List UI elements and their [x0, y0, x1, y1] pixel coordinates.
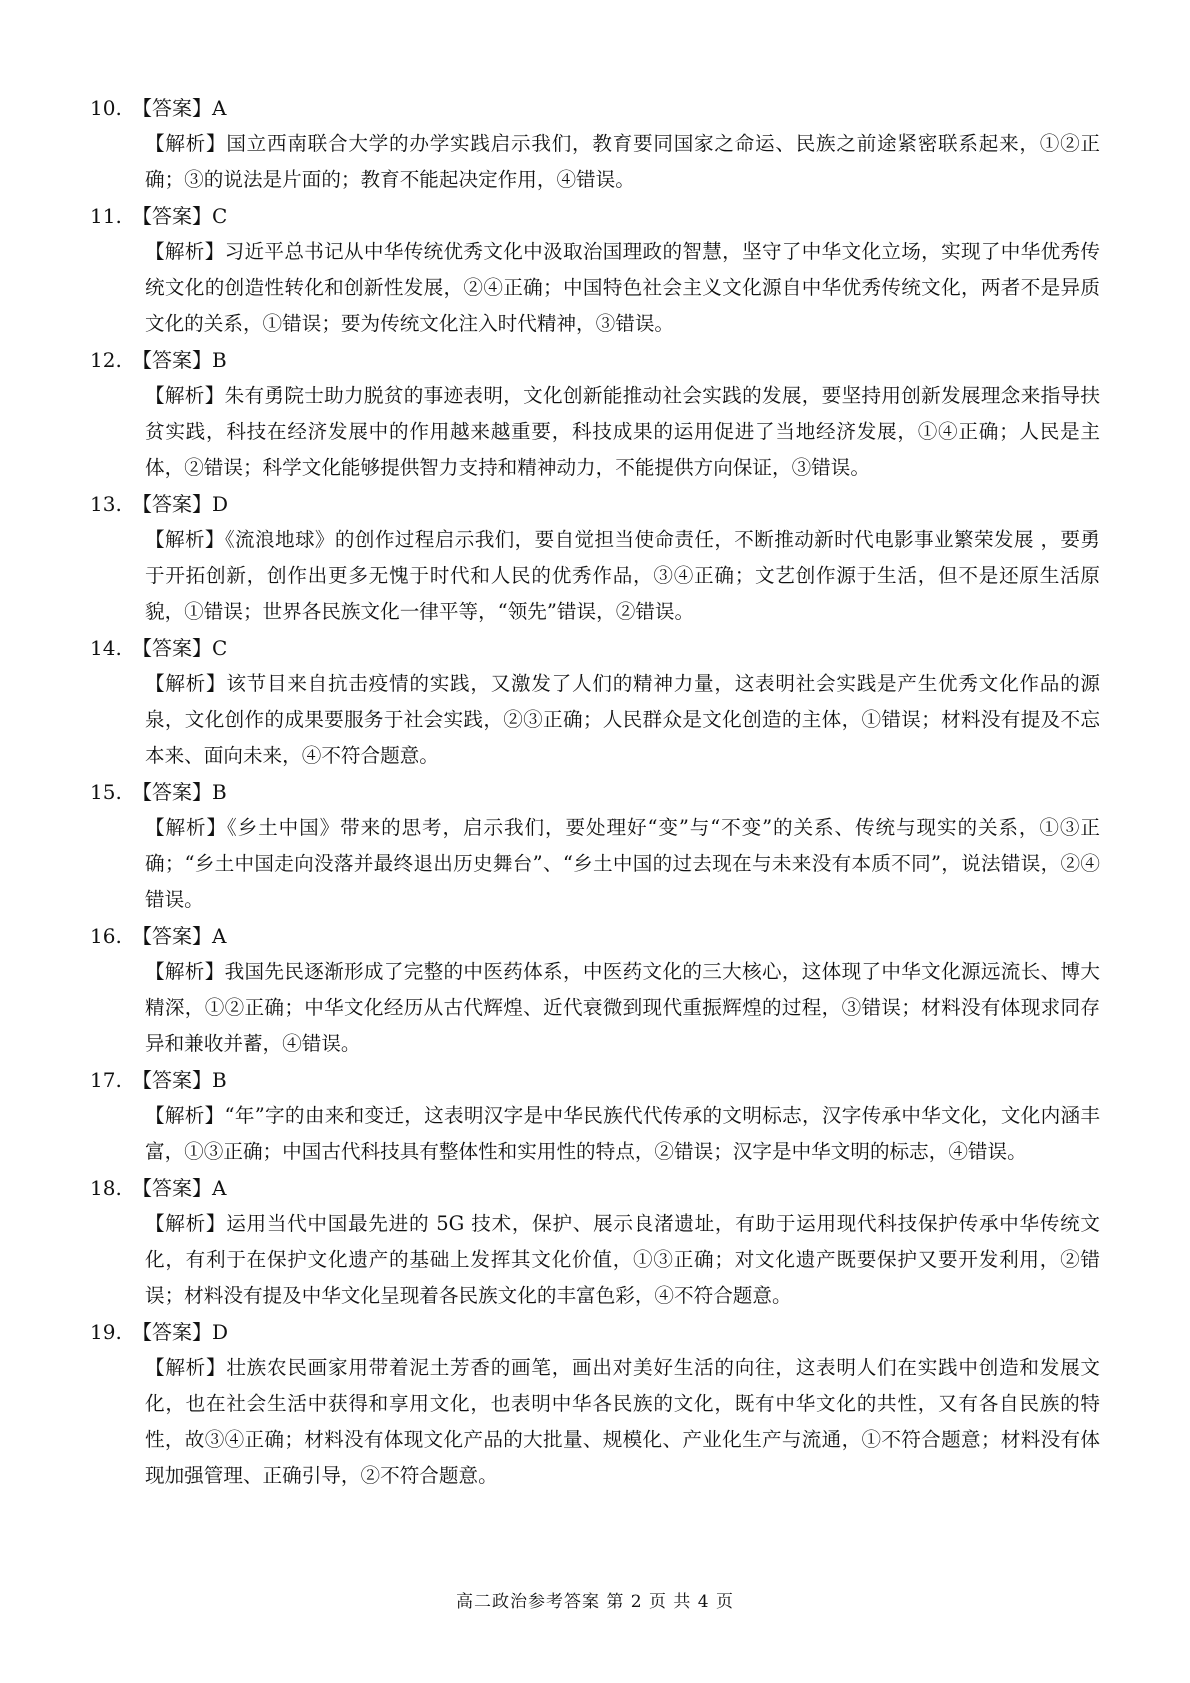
question-number: 13.: [90, 492, 122, 516]
answer-line: [90, 630, 1100, 666]
question-number: 10.: [90, 96, 122, 120]
answer-key: 【答案】D: [132, 1320, 229, 1344]
explanation-text: 【解析】我国先民逐渐形成了完整的中医药体系，中医药文化的三大核心，这体现了中华文化源远流长、博大精深，①②正确；中华文化经历从古代辉煌、近代衰微到现代重振辉煌的过程，③错误；材料没有体现求同存异和兼收并蓄，④错误。: [145, 960, 1100, 1055]
page-footer: 高二政治参考答案 第 2 页 共 4 页: [455, 1592, 735, 1612]
answer-line: [90, 342, 1100, 378]
answer-line: [90, 1170, 1100, 1206]
answer-item: [90, 918, 1100, 1062]
answer-line: [90, 1314, 1100, 1350]
answer-item: [90, 1314, 1100, 1494]
answer-key: 【答案】B: [132, 348, 227, 372]
question-number: 17.: [90, 1068, 122, 1092]
answer-item: [90, 774, 1100, 918]
answer-key: 【答案】A: [132, 96, 227, 120]
answer-item: [90, 630, 1100, 774]
question-number: 11.: [90, 204, 122, 228]
explanation-text: 【解析】国立西南联合大学的办学实践启示我们，教育要同国家之命运、民族之前途紧密联系起来，①②正确；③的说法是片面的；教育不能起决定作用，④错误。: [145, 132, 1100, 191]
explanation-text: 【解析】《乡土中国》带来的思考，启示我们，要处理好“变”与“不变”的关系、传统与现实的关系，①③正确；“乡土中国走向没落并最终退出历史舞台”、“乡土中国的过去现在与未来没有本质不同”，说法错误，②④错误。: [145, 816, 1100, 911]
answer-item: [90, 1170, 1100, 1314]
question-number: 15.: [90, 780, 122, 804]
answer-line: [90, 1062, 1100, 1098]
explanation-text: 【解析】壮族农民画家用带着泥土芳香的画笔，画出对美好生活的向往，这表明人们在实践中创造和发展文化，也在社会生活中获得和享用文化，也表明中华各民族的文化，既有中华文化的共性，又有各自民族的特性，故③④正确；材料没有体现文化产品的大批量、规模化、产业化生产与流通，①不符合题意；材料没有体现加强管理、正确引导，②不符合题意。: [145, 1356, 1100, 1487]
question-number: 19.: [90, 1320, 122, 1344]
answer-key: 【答案】D: [132, 492, 229, 516]
question-number: 14.: [90, 636, 122, 660]
answer-list: [90, 90, 1100, 1494]
answer-key: 【答案】C: [132, 636, 228, 660]
answer-key: 【答案】B: [132, 780, 227, 804]
answer-key: 【答案】C: [132, 204, 228, 228]
answer-key: 【答案】A: [132, 924, 227, 948]
question-number: 12.: [90, 348, 122, 372]
question-number: 16.: [90, 924, 122, 948]
answer-item: [90, 90, 1100, 198]
explanation-text: 【解析】“年”字的由来和变迁，这表明汉字是中华民族代代传承的文明标志，汉字传承中华文化，文化内涵丰富，①③正确；中国古代科技具有整体性和实用性的特点，②错误；汉字是中华文明的标志，④错误。: [145, 1104, 1100, 1163]
explanation-text: 【解析】习近平总书记从中华传统优秀文化中汲取治国理政的智慧，坚守了中华文化立场，实现了中华优秀传统文化的创造性转化和创新性发展，②④正确；中国特色社会主义文化源自中华优秀传统文化，两者不是异质文化的关系，①错误；要为传统文化注入时代精神，③错误。: [145, 240, 1100, 335]
explanation-text: 【解析】该节目来自抗击疫情的实践，又激发了人们的精神力量，这表明社会实践是产生优秀文化作品的源泉，文化创作的成果要服务于社会实践，②③正确；人民群众是文化创造的主体，①错误；材料没有提及不忘本来、面向未来，④不符合题意。: [145, 672, 1100, 767]
answer-key: 【答案】B: [132, 1068, 227, 1092]
answer-item: [90, 198, 1100, 342]
answer-line: [90, 774, 1100, 810]
answer-item: [90, 486, 1100, 630]
answer-item: [90, 1062, 1100, 1170]
answer-line: [90, 486, 1100, 522]
question-number: 18.: [90, 1176, 122, 1200]
explanation-text: 【解析】运用当代中国最先进的 5G 技术，保护、展示良渚遗址，有助于运用现代科技保护传承中华传统文化，有利于在保护文化遗产的基础上发挥其文化价值，①③正确；对文化遗产既要保护又要开发利用，②错误；材料没有提及中华文化呈现着各民族文化的丰富色彩，④不符合题意。: [145, 1212, 1100, 1307]
answer-item: [90, 342, 1100, 486]
answer-line: [90, 90, 1100, 126]
answer-key: 【答案】A: [132, 1176, 227, 1200]
answer-line: [90, 918, 1100, 954]
explanation-text: 【解析】《流浪地球》的创作过程启示我们，要自觉担当使命责任，不断推动新时代电影事业繁荣发展 ，要勇于开拓创新，创作出更多无愧于时代和人民的优秀作品，③④正确；文艺创作源于生活，但不是还原生活原貌，①错误；世界各民族文化一律平等，“领先”错误，②错误。: [145, 528, 1100, 623]
explanation-text: 【解析】朱有勇院士助力脱贫的事迹表明，文化创新能推动社会实践的发展，要坚持用创新发展理念来指导扶贫实践，科技在经济发展中的作用越来越重要，科技成果的运用促进了当地经济发展，①④正确；人民是主体，②错误；科学文化能够提供智力支持和精神动力，不能提供方向保证，③错误。: [145, 384, 1100, 479]
answer-line: [90, 198, 1100, 234]
